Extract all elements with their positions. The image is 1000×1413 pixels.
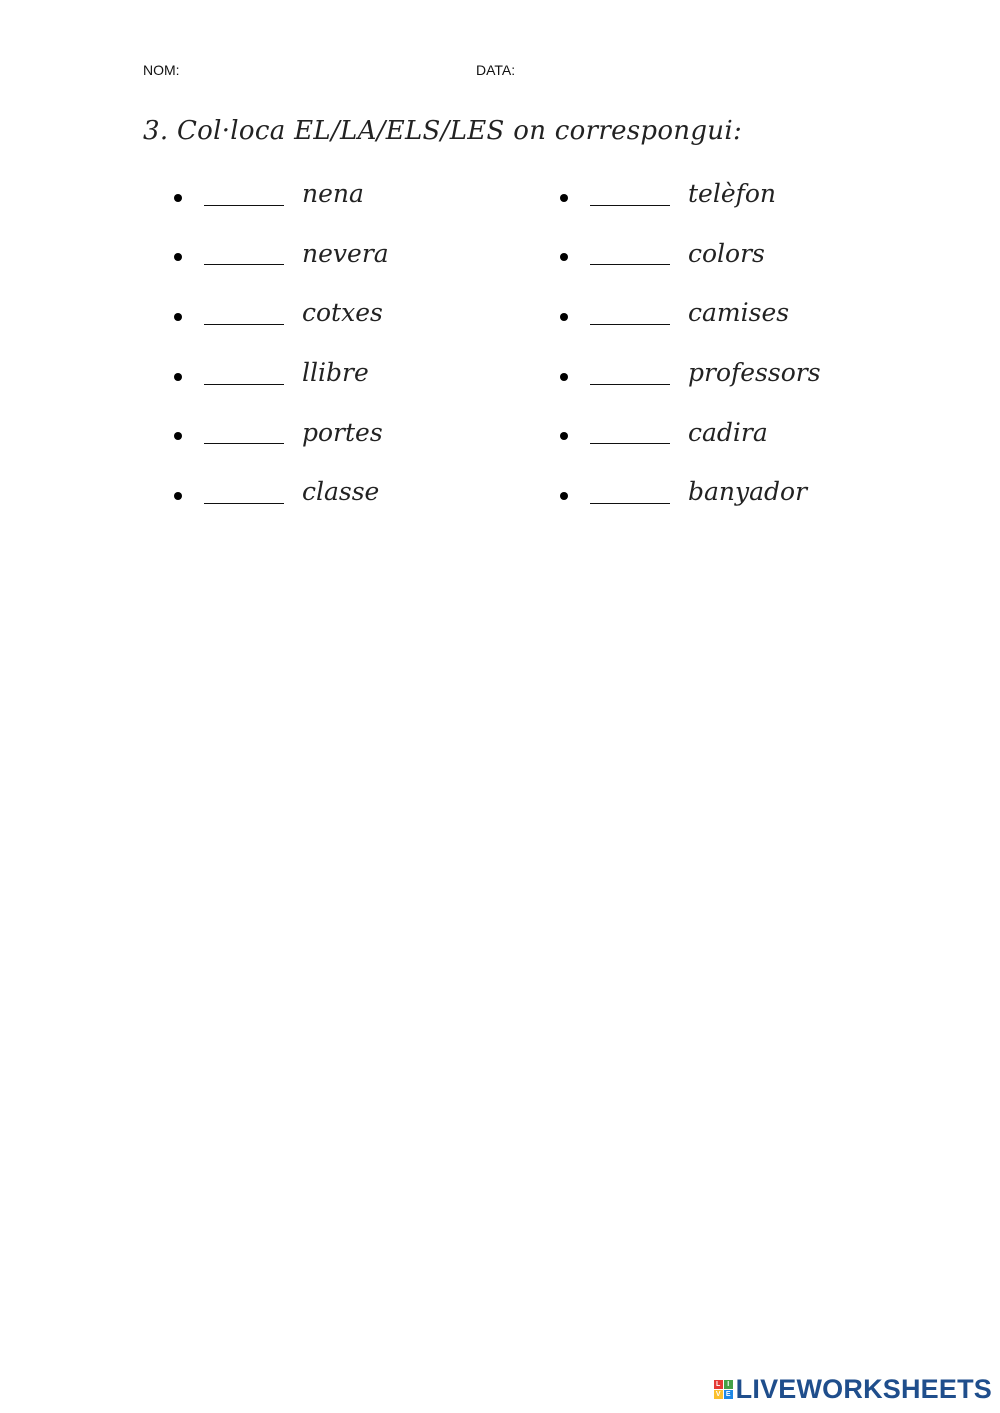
list-item bbox=[170, 228, 550, 288]
answer-blank[interactable] bbox=[590, 243, 670, 265]
logo-letter: V bbox=[714, 1390, 723, 1399]
noun-word: telèfon bbox=[688, 179, 777, 209]
bullet-icon bbox=[174, 253, 182, 261]
noun-word: portes bbox=[302, 417, 383, 447]
list-item bbox=[556, 168, 936, 228]
list-item bbox=[556, 347, 936, 407]
answer-blank[interactable] bbox=[204, 184, 284, 206]
list-item bbox=[170, 168, 550, 228]
noun-word: cotxes bbox=[302, 298, 383, 328]
noun-word: classe bbox=[302, 477, 380, 507]
list-item bbox=[170, 466, 550, 526]
bullet-icon bbox=[560, 373, 568, 381]
noun-word: nena bbox=[302, 179, 364, 209]
liveworksheets-brand bbox=[714, 1374, 992, 1405]
bullet-icon bbox=[560, 313, 568, 321]
answer-blank[interactable] bbox=[204, 482, 284, 504]
answer-blank[interactable] bbox=[590, 422, 670, 444]
bullet-icon bbox=[174, 194, 182, 202]
left-column bbox=[170, 168, 550, 526]
answer-blank[interactable] bbox=[590, 482, 670, 504]
right-column bbox=[556, 168, 936, 526]
answer-blank[interactable] bbox=[590, 363, 670, 385]
logo-letter: L bbox=[714, 1380, 723, 1389]
name-label: NOM: bbox=[143, 62, 180, 78]
noun-word: camises bbox=[688, 298, 790, 328]
noun-word: cadira bbox=[688, 417, 768, 447]
list-item bbox=[556, 287, 936, 347]
bullet-icon bbox=[560, 194, 568, 202]
answer-blank[interactable] bbox=[204, 363, 284, 385]
answer-blank[interactable] bbox=[204, 422, 284, 444]
noun-word: colors bbox=[688, 238, 765, 268]
list-item bbox=[170, 347, 550, 407]
bullet-icon bbox=[560, 253, 568, 261]
logo-letter: I bbox=[724, 1380, 733, 1389]
list-item bbox=[556, 228, 936, 288]
answer-blank[interactable] bbox=[204, 243, 284, 265]
bullet-icon bbox=[174, 432, 182, 440]
noun-word: llibre bbox=[302, 358, 369, 388]
list-item bbox=[556, 466, 936, 526]
answer-blank[interactable] bbox=[590, 184, 670, 206]
exercise-title: 3. Col·loca EL/LA/ELS/LES on correspongui: bbox=[143, 116, 743, 146]
brand-name: LIVEWORKSHEETS bbox=[735, 1374, 992, 1404]
list-item bbox=[170, 287, 550, 347]
noun-word: professors bbox=[688, 358, 821, 388]
bullet-icon bbox=[560, 432, 568, 440]
answer-blank[interactable] bbox=[590, 303, 670, 325]
noun-word: banyador bbox=[688, 477, 808, 507]
noun-word: nevera bbox=[302, 238, 389, 268]
bullet-icon bbox=[174, 492, 182, 500]
bullet-icon bbox=[174, 373, 182, 381]
bullet-icon bbox=[174, 313, 182, 321]
list-item bbox=[170, 406, 550, 466]
bullet-icon bbox=[560, 492, 568, 500]
answer-blank[interactable] bbox=[204, 303, 284, 325]
logo-letter: E bbox=[724, 1390, 733, 1399]
liveworksheets-logo-icon bbox=[714, 1380, 733, 1399]
list-item bbox=[556, 406, 936, 466]
date-label: DATA: bbox=[476, 62, 516, 78]
